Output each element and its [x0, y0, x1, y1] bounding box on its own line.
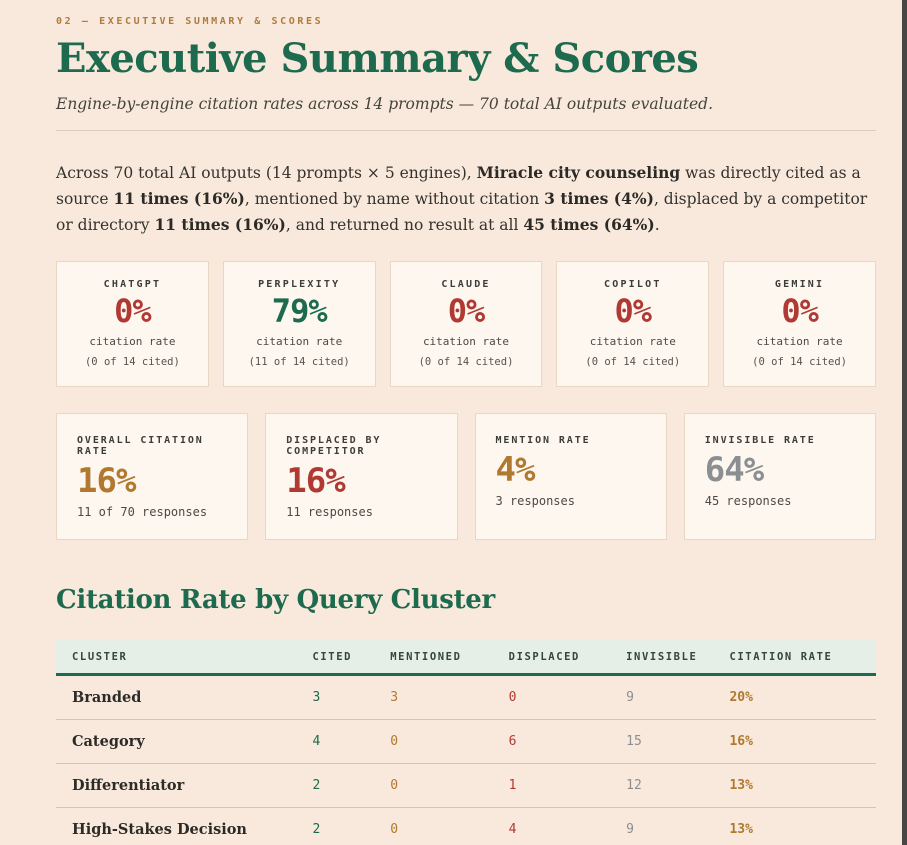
summary-paragraph — [56, 160, 876, 238]
engine-cards-row — [56, 261, 876, 387]
metric-subtext: 11 of 70 responses — [77, 505, 208, 520]
engine-card-chatgpt — [56, 261, 209, 387]
column-header-mentioned: MENTIONED — [374, 640, 492, 675]
invisible-value: 9 — [626, 822, 634, 838]
metric-card-mention-rate — [475, 413, 667, 541]
metric-card-overall-citation-rate — [56, 413, 248, 541]
metric-value: 4% — [495, 449, 535, 490]
cluster-name: Differentiator — [56, 764, 296, 808]
engine-cited-fraction: (0 of 14 cited) — [585, 355, 681, 368]
engine-citation-rate-value: 0% — [781, 292, 818, 331]
cited-value: 2 — [312, 822, 321, 838]
cluster-section-title: Citation Rate by Query Cluster — [56, 585, 495, 616]
metric-cards-row — [56, 413, 876, 541]
invisible-count: 45 times (64%) — [523, 215, 655, 235]
metric-subtext: 45 responses — [704, 494, 792, 509]
business-name: Miracle city counseling — [476, 162, 681, 182]
engine-cited-fraction: (11 of 14 cited) — [248, 355, 350, 368]
mentioned-count: 3 times (4%) — [544, 188, 654, 208]
divider — [56, 130, 876, 131]
engine-citation-rate-value: 0% — [447, 292, 485, 331]
column-header-invisible: INVISIBLE — [610, 640, 713, 675]
engine-cited-fraction: (0 of 14 cited) — [418, 355, 514, 368]
engine-cited-fraction: (0 of 14 cited) — [84, 355, 180, 368]
column-header-cluster: CLUSTER — [56, 640, 296, 675]
engine-name: COPILOT — [604, 279, 662, 291]
engine-card-copilot — [556, 261, 709, 387]
citation-rate-value: 16% — [713, 720, 876, 764]
metric-label: MENTION RATE — [495, 434, 591, 446]
metric-card-displaced-by-competitor — [265, 413, 457, 541]
summary-text: , and returned no result at all — [285, 216, 524, 235]
mentioned-value: 0 — [374, 764, 492, 808]
cluster-name: Branded — [56, 675, 296, 720]
cited-count: 11 times (16%) — [113, 188, 245, 208]
page-subtitle: Engine-by-engine citation rates across 14 prompts — 70 total AI outputs evaluated. — [56, 94, 714, 113]
engine-caption: citation rate — [89, 334, 176, 348]
metric-value: 64% — [704, 449, 764, 490]
mentioned-value: 0 — [390, 822, 399, 838]
engine-name: PERPLEXITY — [258, 279, 341, 291]
engine-name: CHATGPT — [103, 279, 162, 291]
column-header-cited: CITED — [296, 640, 374, 675]
engine-caption: citation rate — [756, 334, 843, 348]
citation-rate-value: 13% — [729, 822, 753, 838]
displaced-value: 6 — [493, 720, 610, 764]
mentioned-value: 3 — [374, 675, 492, 720]
engine-card-perplexity — [223, 261, 376, 387]
table-header-row — [56, 640, 876, 675]
displaced-value: 1 — [493, 764, 610, 808]
invisible-value: 9 — [610, 675, 713, 720]
column-header-citation-rate: CITATION RATE — [713, 640, 876, 675]
mentioned-value: 0 — [374, 720, 492, 764]
summary-text: , displaced by a competitor or directory — [56, 189, 868, 235]
displaced-value: 0 — [493, 675, 610, 720]
engine-caption: citation rate — [422, 334, 510, 348]
table-row — [56, 764, 876, 808]
summary-text: was directly cited as a source — [56, 163, 861, 208]
metric-card-invisible-rate — [684, 413, 876, 541]
cluster-name: High-Stakes Decision — [72, 821, 247, 839]
citation-rate-by-cluster-table — [56, 640, 876, 845]
engine-name: CLAUDE — [441, 279, 491, 291]
engine-name: GEMINI — [774, 279, 825, 291]
engine-citation-rate-value: 79% — [271, 292, 327, 331]
metric-subtext: 3 responses — [495, 494, 575, 509]
engine-card-claude — [390, 261, 543, 387]
displaced-count: 11 times (16%) — [154, 215, 286, 235]
metric-subtext: 11 responses — [286, 505, 373, 520]
engine-caption: citation rate — [256, 334, 343, 348]
displaced-value: 4 — [508, 822, 517, 838]
invisible-value: 15 — [610, 720, 713, 764]
cited-value: 4 — [296, 720, 374, 764]
cited-value: 3 — [296, 675, 374, 720]
metric-label: DISPLACED BY COMPETITOR — [286, 434, 382, 457]
cluster-name: Category — [56, 720, 296, 764]
citation-rate-value: 13% — [713, 764, 876, 808]
metric-label: INVISIBLE RATE — [704, 434, 816, 446]
scrollbar-track[interactable] — [902, 0, 907, 845]
engine-card-gemini — [723, 261, 876, 387]
table-row — [56, 808, 876, 845]
table-row — [56, 675, 876, 720]
engine-caption: citation rate — [589, 334, 676, 348]
column-header-displaced: DISPLACED — [493, 640, 610, 675]
engine-citation-rate-value: 0% — [614, 292, 652, 331]
summary-text: , mentioned by name without citation — [244, 189, 545, 208]
summary-text: . — [654, 216, 660, 235]
engine-cited-fraction: (0 of 14 cited) — [752, 355, 847, 368]
page-title: Executive Summary & Scores — [56, 35, 699, 82]
metric-value: 16% — [77, 460, 136, 501]
table-row — [56, 720, 876, 764]
metric-label: OVERALL CITATION RATE — [77, 434, 204, 457]
cited-value: 2 — [296, 764, 374, 808]
section-eyebrow: 02 — EXECUTIVE SUMMARY & SCORES — [56, 16, 324, 27]
metric-value: 16% — [286, 460, 345, 501]
citation-rate-value: 20% — [713, 675, 876, 720]
summary-text: Across 70 total AI outputs (14 prompts × 5 engines), — [56, 163, 477, 182]
invisible-value: 12 — [610, 764, 713, 808]
engine-citation-rate-value: 0% — [114, 292, 151, 331]
